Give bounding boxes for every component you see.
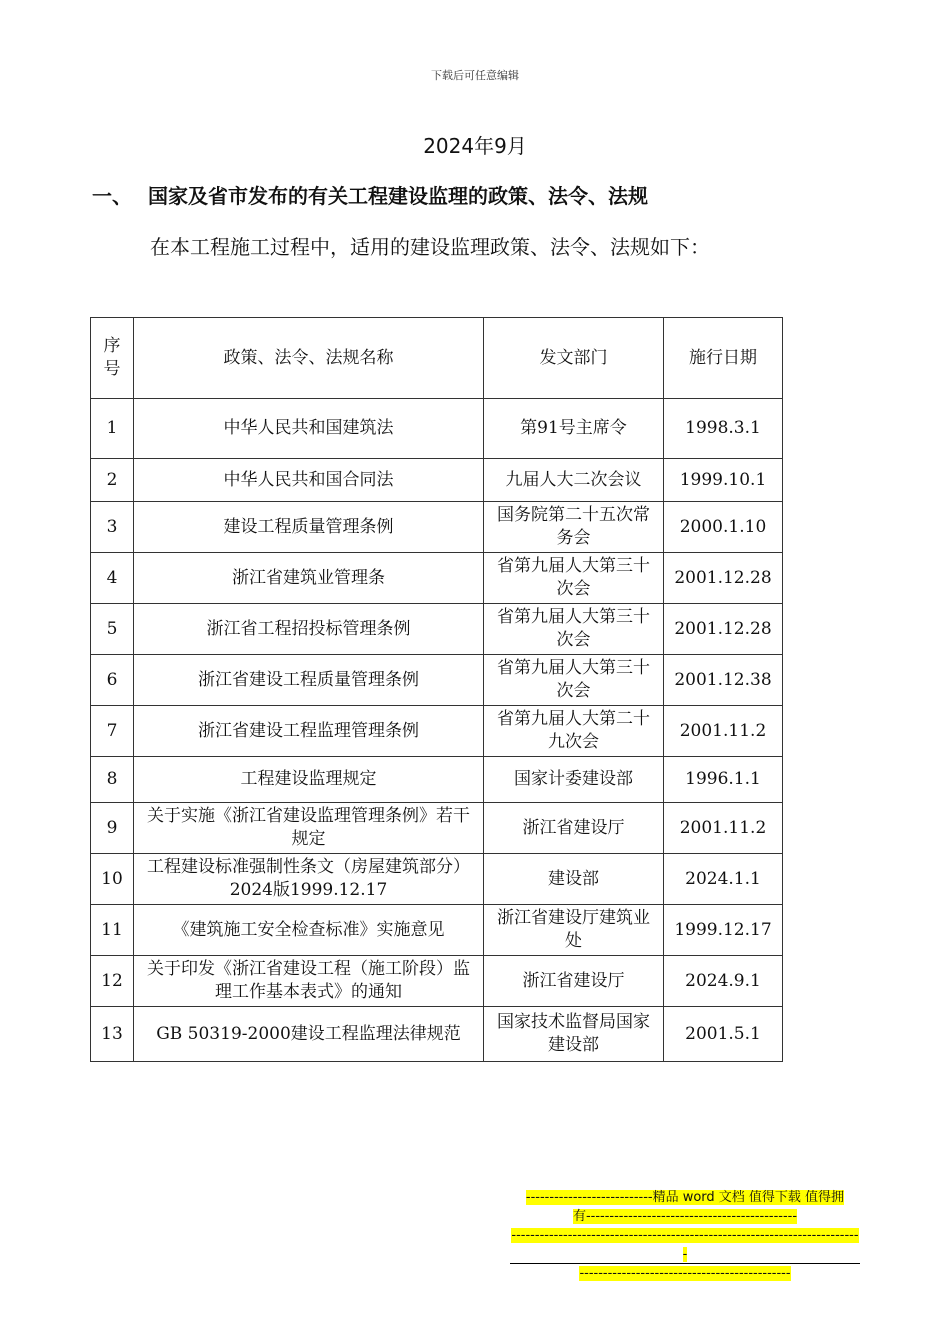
table-row [91, 604, 783, 655]
table-row [91, 956, 783, 1007]
cell-name: 工程建设标准强制性条文（房屋建筑部分）2024版1999.12.17 [134, 854, 484, 905]
cell-name: 建设工程质量管理条例 [134, 502, 484, 553]
footer-rule [510, 1263, 860, 1264]
cell-name: 浙江省建设工程质量管理条例 [134, 655, 484, 706]
cell-dept: 国家计委建设部 [484, 757, 664, 803]
cell-name: 关于印发《浙江省建设工程（施工阶段）监理工作基本表式》的通知 [134, 956, 484, 1007]
cell-seq: 7 [91, 706, 134, 757]
table-header-row [91, 318, 783, 399]
table-row [91, 399, 783, 459]
header-dept: 发文部门 [484, 318, 664, 399]
cell-name: 浙江省建筑业管理条 [134, 553, 484, 604]
header-seq [91, 318, 134, 399]
footer-line4: --------------------------------------------- [579, 1266, 791, 1281]
cell-seq: 8 [91, 757, 134, 803]
table-row [91, 655, 783, 706]
table-body [91, 399, 783, 1062]
cell-date: 2024.1.1 [664, 854, 783, 905]
cell-dept: 浙江省建设厅建筑业处 [484, 905, 664, 956]
table-row [91, 553, 783, 604]
cell-dept: 省第九届人大第二十九次会 [484, 706, 664, 757]
table-row [91, 803, 783, 854]
header-note: 下载后可任意编辑 [431, 69, 519, 82]
cell-dept: 九届人大二次会议 [484, 459, 664, 502]
table-row [91, 854, 783, 905]
footer-line3: --------------------------------------------------------------------------- [511, 1228, 859, 1262]
date-line: 2024年9月 [423, 134, 527, 158]
cell-dept: 浙江省建设厅 [484, 956, 664, 1007]
cell-seq: 10 [91, 854, 134, 905]
cell-dept: 省第九届人大第三十次会 [484, 655, 664, 706]
table-row [91, 459, 783, 502]
cell-date: 2024.9.1 [664, 956, 783, 1007]
cell-date: 1996.1.1 [664, 757, 783, 803]
cell-name: 工程建设监理规定 [134, 757, 484, 803]
table-row [91, 905, 783, 956]
cell-seq: 12 [91, 956, 134, 1007]
cell-dept: 国务院第二十五次常务会 [484, 502, 664, 553]
cell-seq: 5 [91, 604, 134, 655]
cell-date: 2001.11.2 [664, 706, 783, 757]
section-heading [92, 180, 648, 209]
table-row [91, 706, 783, 757]
cell-date: 1999.12.17 [664, 905, 783, 956]
cell-dept: 国家技术监督局国家建设部 [484, 1007, 664, 1062]
header-name: 政策、法令、法规名称 [134, 318, 484, 399]
law-table [90, 317, 783, 1062]
cell-date: 2001.11.2 [664, 803, 783, 854]
intro-paragraph: 在本工程施工过程中，适用的建设监理政策、法令、法规如下： [150, 235, 710, 259]
cell-date: 2001.5.1 [664, 1007, 783, 1062]
section-title: 国家及省市发布的有关工程建设监理的政策、法令、法规 [148, 184, 648, 208]
cell-seq: 13 [91, 1007, 134, 1062]
footer-line1: ---------------------------精品 word 文档 值得下载 值得拥 [525, 1190, 845, 1205]
cell-seq: 9 [91, 803, 134, 854]
table-row [91, 502, 783, 553]
cell-date: 2000.1.10 [664, 502, 783, 553]
cell-name: 关于实施《浙江省建设监理管理条例》若干规定 [134, 803, 484, 854]
cell-name: 中华人民共和国建筑法 [134, 399, 484, 459]
cell-seq: 4 [91, 553, 134, 604]
cell-dept: 省第九届人大第三十次会 [484, 553, 664, 604]
cell-name: 《建筑施工安全检查标准》实施意见 [134, 905, 484, 956]
cell-name: 中华人民共和国合同法 [134, 459, 484, 502]
footer-line2: 有--------------------------------------------- [572, 1209, 798, 1224]
cell-dept: 省第九届人大第三十次会 [484, 604, 664, 655]
section-number: 一、 [92, 184, 132, 208]
cell-date: 1999.10.1 [664, 459, 783, 502]
cell-date: 2001.12.28 [664, 604, 783, 655]
cell-date: 2001.12.28 [664, 553, 783, 604]
cell-seq: 1 [91, 399, 134, 459]
cell-dept: 建设部 [484, 854, 664, 905]
cell-seq: 3 [91, 502, 134, 553]
cell-seq: 11 [91, 905, 134, 956]
header-seq-line2: 号 [103, 359, 121, 379]
cell-date: 1998.3.1 [664, 399, 783, 459]
table-row [91, 1007, 783, 1062]
cell-dept: 第91号主席令 [484, 399, 664, 459]
cell-seq: 2 [91, 459, 134, 502]
cell-dept: 浙江省建设厅 [484, 803, 664, 854]
cell-name: 浙江省工程招投标管理条例 [134, 604, 484, 655]
header-date: 施行日期 [664, 318, 783, 399]
cell-name: 浙江省建设工程监理管理条例 [134, 706, 484, 757]
table-row [91, 757, 783, 803]
footer-promo [510, 1188, 860, 1283]
cell-date: 2001.12.38 [664, 655, 783, 706]
cell-name: GB 50319-2000建设工程监理法律规范 [134, 1007, 484, 1062]
cell-seq: 6 [91, 655, 134, 706]
header-seq-line1: 序 [103, 336, 121, 356]
